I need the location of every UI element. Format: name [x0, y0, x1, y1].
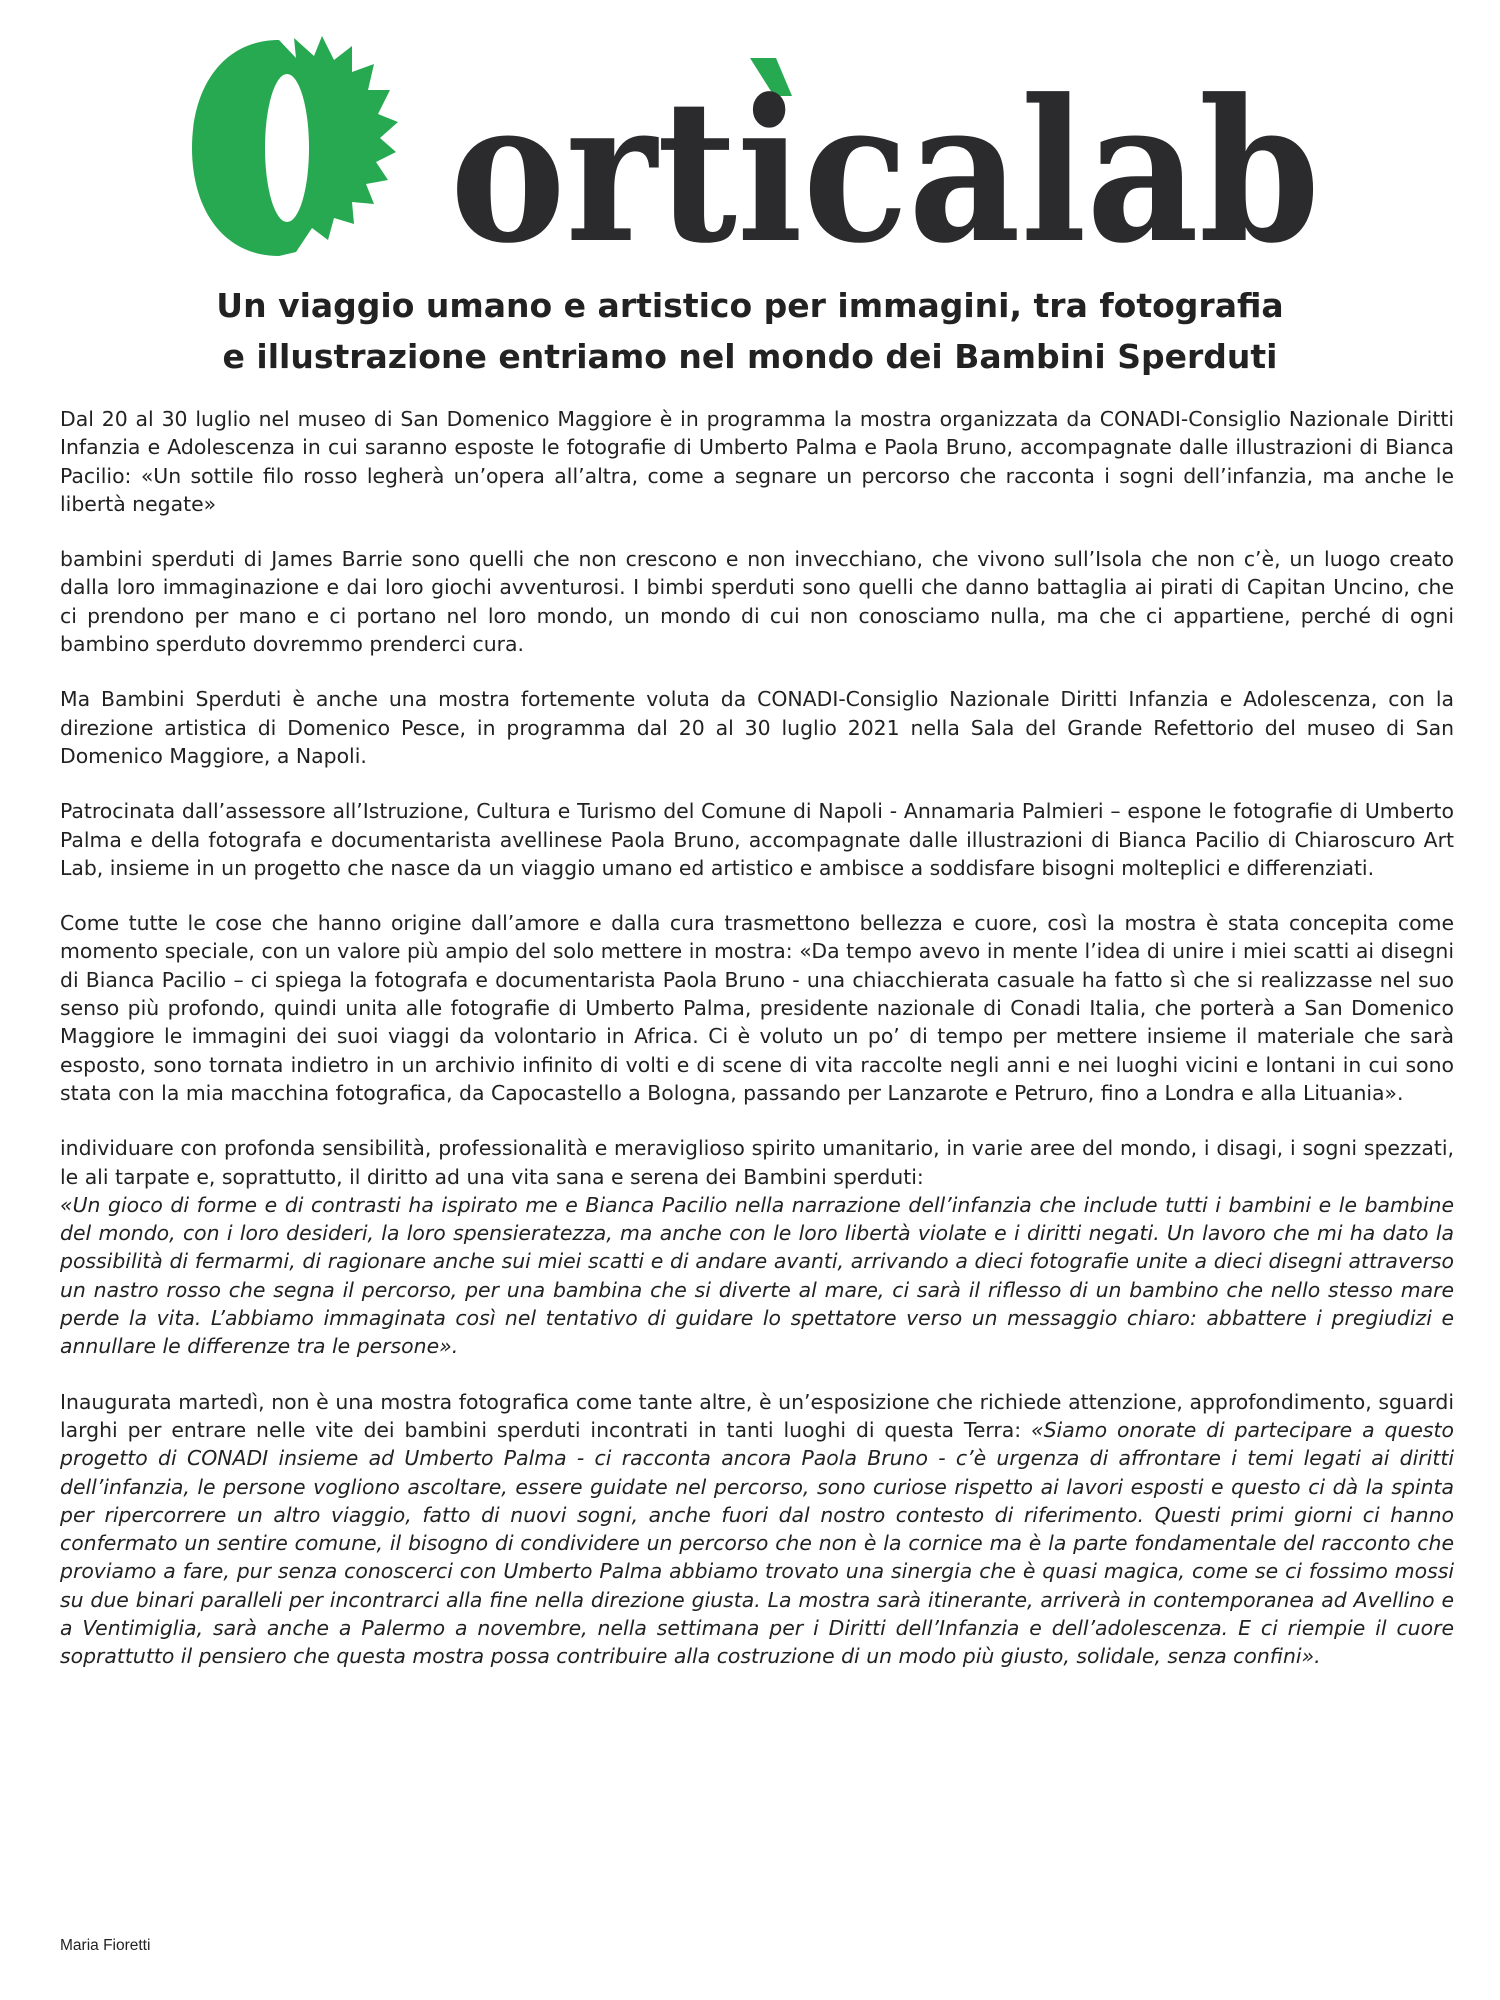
inauguration-text: Inaugurata martedì, non è una mostra fotografica come tante altre, è un’esposizione che richiede attenzione, approfondimento, sguardi larghi per entrare nelle vite dei bambini sperduti incontrati in tanti luoghi di questa Terra: — [60, 1389, 1454, 1442]
paragraph-exhibition: Ma Bambini Sperduti è anche una mostra fortemente voluta da CONADI-Consiglio Nazionale Diritti Infanzia e Adolescenza, con la direzione artistica di Domenico Pesce, in programma dal 20 al 30 luglio 2021 nella Sala del Grande Refettorio del museo di San Domenico Maggiore, a Napoli. — [60, 687, 1454, 768]
paragraph-concept: Come tutte le cose che hanno origine dall’amore e dalla cura trasmettono bellezza e cuore, così la mostra è stata concepita come momento speciale, con un valore più ampio del solo mettere in mostra: «Da tempo avevo in mente l’idea di unire i miei scatti ai disegni di Bianca Pacilio – ci spiega la fotografa e documentarista Paola Bruno - una chiacchierata casuale ha fatto sì che si realizzasse nel suo senso più profondo, quindi unita alle fotografie di Umberto Palma, presidente nazionale di Conadi Italia, che porterà a San Domenico Maggiore le immagini dei suoi viaggi da volontario in Africa. Ci è voluto un po’ di tempo per mettere insieme il materiale che sarà esposto, sono tornata indietro in un archivio infinito di volti e di scene di vita raccolte negli anni e nei luoghi vicini e lontani in cui sono stata con la mia macchina fotografica, da Capocastello a Bologna, passando per Lanzarote e Petruro, fino a Londra e alla Lituania». — [60, 911, 1454, 1105]
headline-line-2: e illustrazione entriamo nel mondo dei Bambini Sperduti — [222, 337, 1278, 376]
logo-wordmark: orticalab — [450, 57, 1320, 287]
paragraph-intro: Dal 20 al 30 luglio nel museo di San Domenico Maggiore è in programma la mostra organizzata da CONADI-Consiglio Nazionale Diritti Infanzia e Adolescenza in cui saranno esposte le fotografie di Umberto Palma e Paola Bruno, accompagnate dalle illustrazioni di Bianca Pacilio: «Un sottile filo rosso legherà un’opera all’altra, come a segnare un percorso che racconta i sogni dell’infanzia, ma anche le libertà negate» — [60, 407, 1454, 516]
author-byline: Maria Fioretti — [60, 1937, 151, 1954]
article-headline — [100, 280, 1400, 382]
article-body — [60, 405, 1454, 1698]
quote-text: «Siamo onorate di partecipare a questo progetto di CONADI insieme ad Umberto Palma - ci racconta ancora Paola Bruno - c’è urgenza di affrontare i temi legati ai diritti dell’infanzia, le persone vogliono ascoltare, essere guidate nel percorso, sono curiose rispetto ai lavori esposti e questo ci dà la spinta per ripercorrere un altro viaggio, fatto di nuovi sogni, anche fuori dal nostro contesto di riferimento. Questi primi giorni ci hanno confermato un sentire comune, il bisogno di condividere un percorso che non è la cornice ma è la parte fondamentale del racconto che proviamo a fare, pur senza conoscerci con Umberto Palma abbiamo trovato una sinergia che è quasi magica, come se ci fossimo mossi su due binari paralleli per incontrarci alla fine nella direzione giusta. La mostra sarà itinerante, arriverà in contemporanea ad Avellino e a Ventimiglia, sarà anche a Palermo a novembre, nella settimana per i Diritti dell’Infanzia e dell’adolescenza. E ci riempie il cuore soprattutto il pensiero che questa mostra possa contribuire alla costruzione di un modo più giusto, solidale, senza confini». — [60, 1417, 1454, 1669]
paragraph-patronage: Patrocinata dall’assessore all’Istruzione, Cultura e Turismo del Comune di Napoli - Annamaria Palmieri – espone le fotografie di Umberto Palma e della fotografa e documentarista avellinese Paola Bruno, accompagnate dalle illustrazioni di Bianca Pacilio di Chiaroscuro Art Lab, insieme in un progetto che nasce da un viaggio umano ed artistico e ambisce a soddisfare bisogni molteplici e differenziati. — [60, 799, 1454, 880]
leaf-o-icon — [192, 36, 398, 256]
paragraph-inauguration — [60, 1388, 1454, 1671]
paragraph-mission: individuare con profonda sensibilità, professionalità e meraviglioso spirito umanitario, in varie aree del mondo, i disagi, i sogni spezzati, le ali tarpate e, soprattutto, il diritto ad una vita sana e serena dei Bambini sperduti: — [60, 1136, 1454, 1189]
paragraph-mission-quote — [60, 1191, 1454, 1361]
quote-text: «Un gioco di forme e di contrasti ha ispirato me e Bianca Pacilio nella narrazione dell’infanzia che include tutti i bambini e le bambine del mondo, con i loro desideri, la loro spensieratezza, ma anche con le loro libertà violate e i diritti negati. Un lavoro che mi ha dato la possibilità di fermarmi, di ragionare anche sui miei scatti e di andare avanti, arrivando a dieci fotografie unite a dieci disegni attraverso un nastro rosso che segna il percorso, per una bambina che si diverte al mare, ci sarà il riflesso di un bambino che nello stesso mare perde la vita. L’abbiamo immaginata così nel tentativo di guidare lo spettatore verso un messaggio chiaro: abbattere i pregiudizi e annullare le differenze tra le persone». — [60, 1192, 1454, 1359]
headline-line-1: Un viaggio umano e artistico per immagini, tra fotografia — [216, 286, 1284, 325]
orticalab-logo — [184, 30, 1334, 287]
paragraph-barrie: bambini sperduti di James Barrie sono quelli che non crescono e non invecchiano, che vivono sull’Isola che non c’è, un luogo creato dalla loro immaginazione e dai loro giochi avventurosi. I bimbi sperduti sono quelli che danno battaglia ai pirati di Capitan Uncino, che ci prendono per mano e ci portano nel loro mondo, un mondo di cui non conosciamo nulla, ma che ci appartiene, perché di ogni bambino sperduto dovremmo prenderci cura. — [60, 547, 1454, 657]
